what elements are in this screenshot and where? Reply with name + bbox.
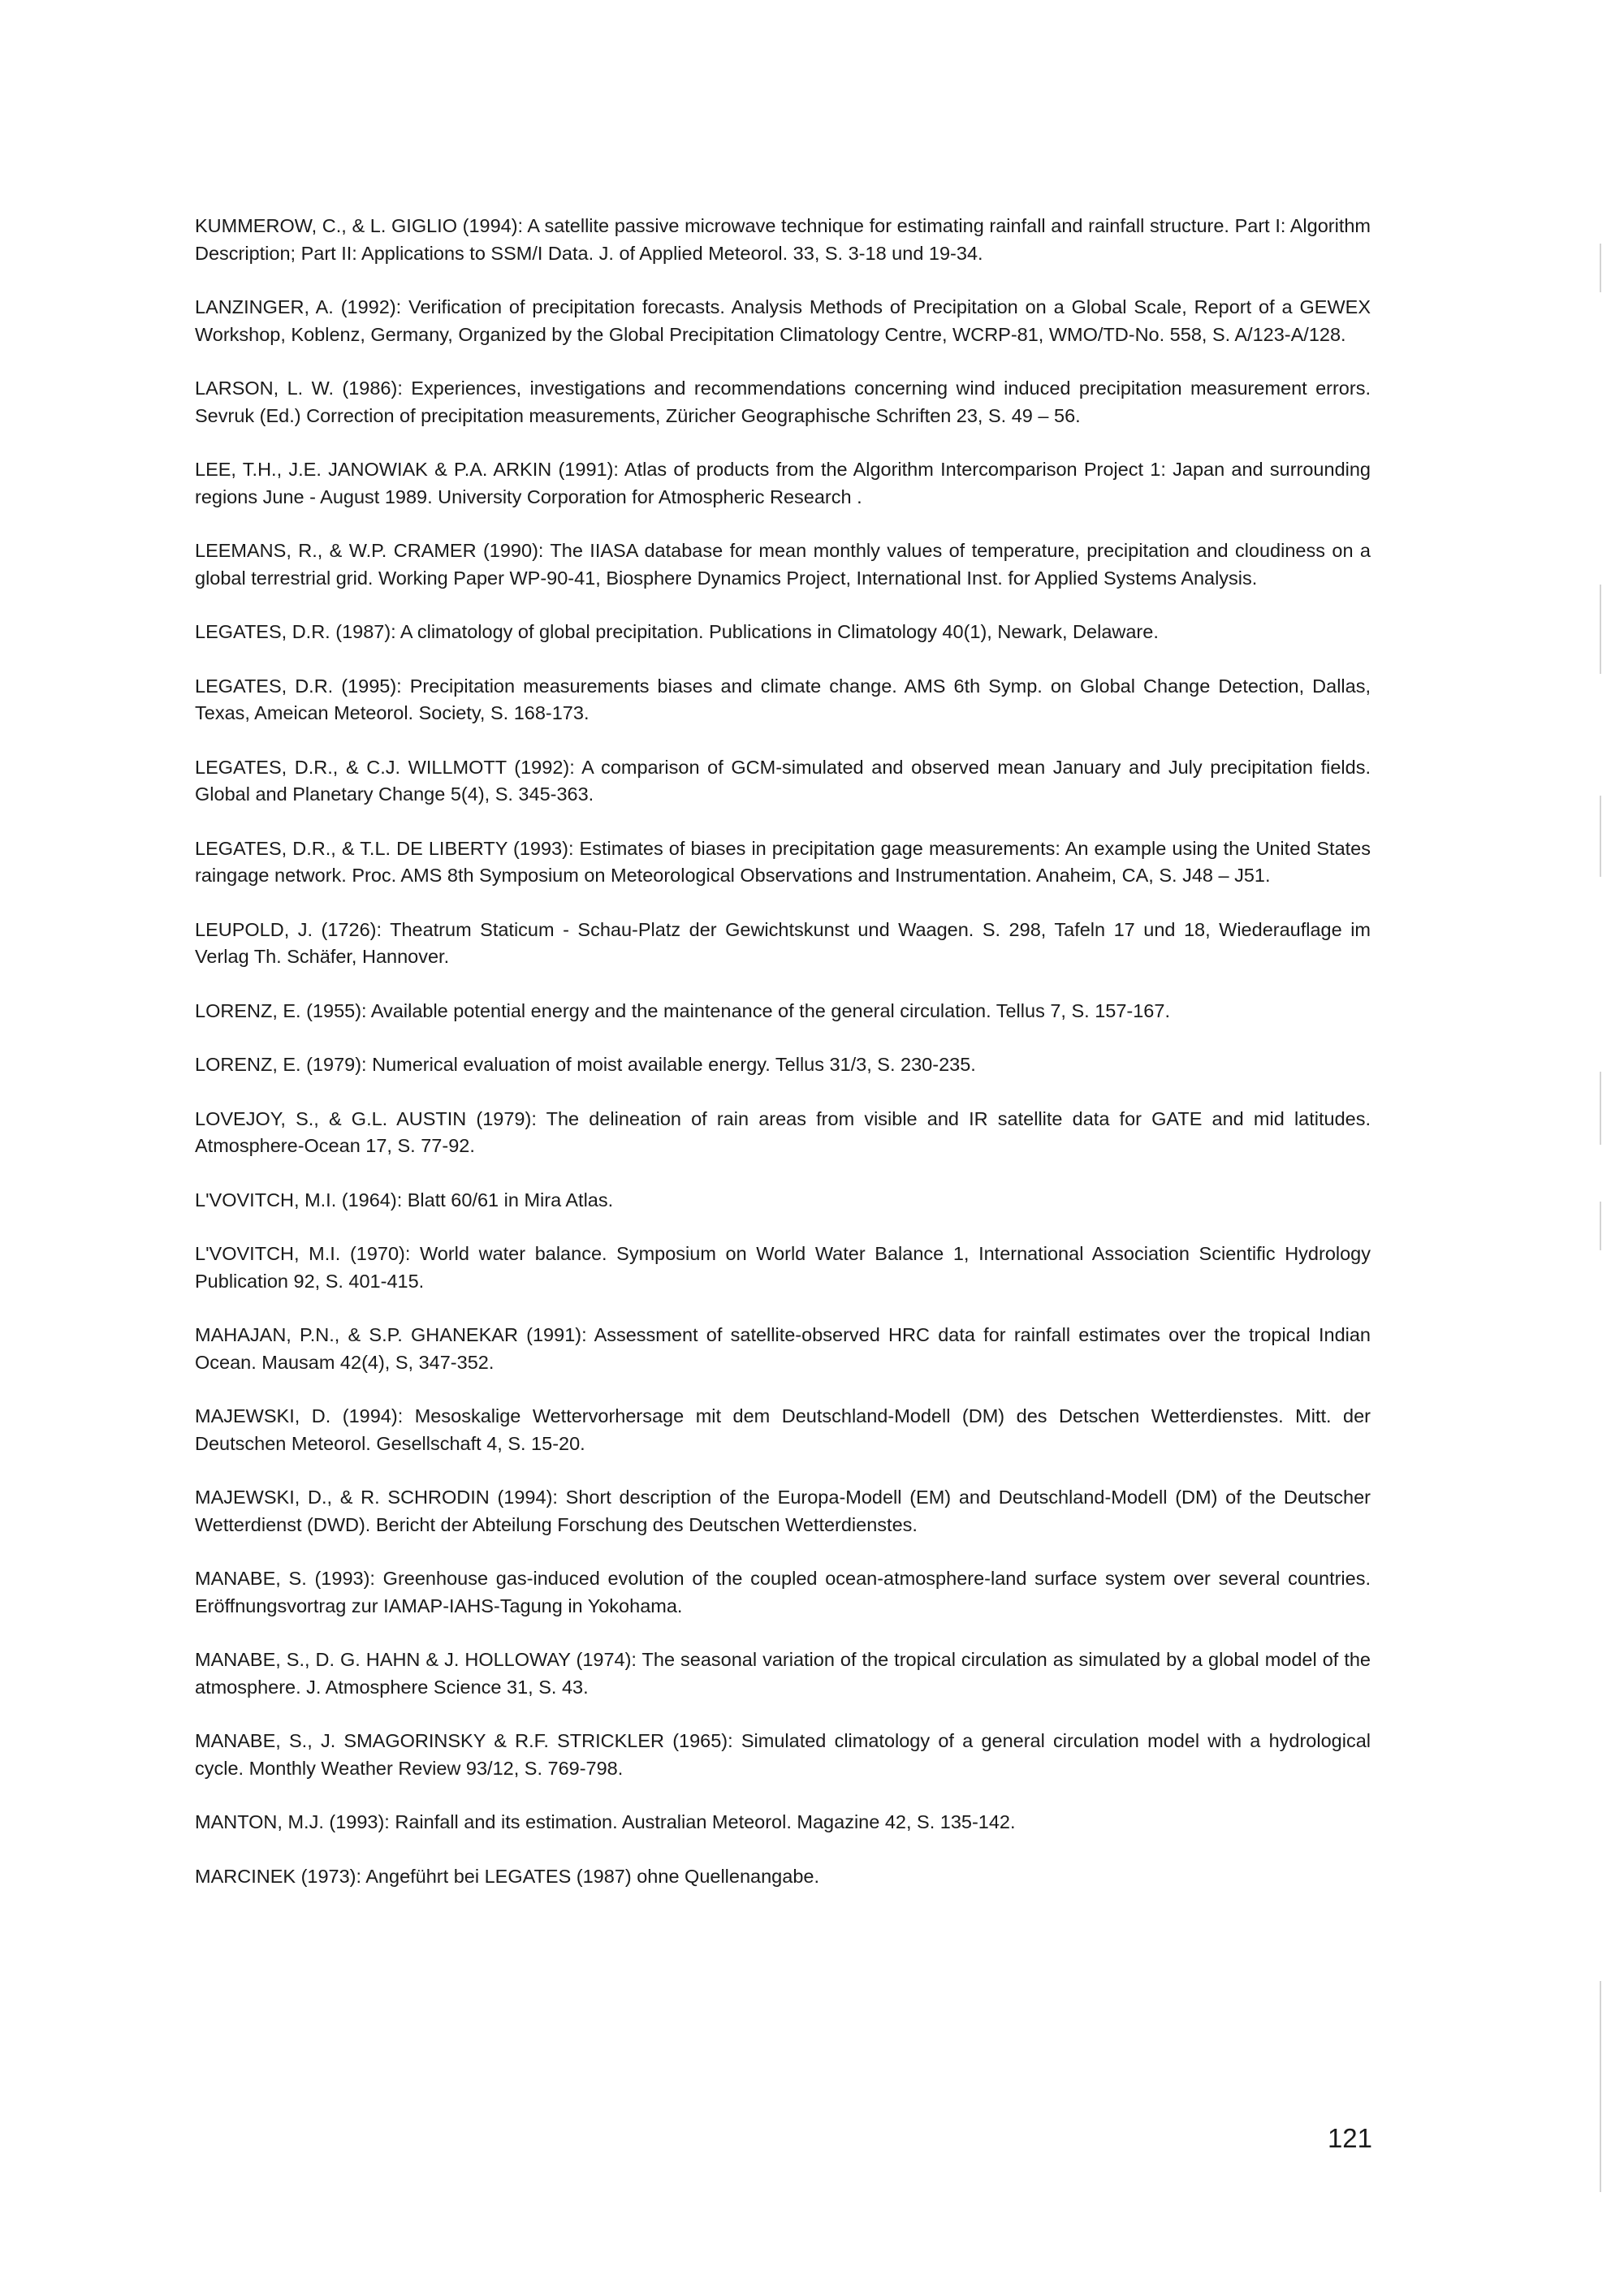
reference-entry: MARCINEK (1973): Angeführt bei LEGATES (1987) ohne Quellenangabe. <box>195 1865 819 1887</box>
reference-entry: KUMMEROW, C., & L. GIGLIO (1994): A satellite passive microwave technique for estimating rainfall and rainfall structure. Part I: Algorithm Description; Part II: Applications to SSM/I Data. J. of Applied Meteorol. 33, S. 3-18 und 19-34. <box>195 215 1371 264</box>
reference-entry: LOVEJOY, S., & G.L. AUSTIN (1979): The delineation of rain areas from visible and IR satellite data for GATE and mid latitudes. Atmosphere-Ocean 17, S. 77-92. <box>195 1107 1371 1156</box>
reference-entry: LEGATES, D.R. (1995): Precipitation measurements biases and climate change. AMS 6th Symp. on Global Change Detection, Dallas, Texas, Ameican Meteorol. Society, S. 168-173. <box>195 675 1371 723</box>
reference-entry: MAJEWSKI, D., & R. SCHRODIN (1994): Short description of the Europa-Modell (EM) and Deutschland-Modell (DM) of the Deutscher Wetterdienst (DWD). Bericht der Abteilung Forschung des Deutschen Wetterdienstes. <box>195 1487 1371 1535</box>
reference-entry: MANABE, S. (1993): Greenhouse gas-induced evolution of the coupled ocean-atmosphere-land surface system over several countries. Eröffnungsvortrag zur IAMAP-IAHS-Tagung in Yokohama. <box>195 1568 1371 1616</box>
reference-entry: LEGATES, D.R., & T.L. DE LIBERTY (1993): Estimates of biases in precipitation gage measurements: An example using the United States raingage network. Proc. AMS 8th Symposium on Meteorological Observations and Instrumentation. Anaheim, CA, S. J48 – J51. <box>195 837 1371 886</box>
scan-edge-mark <box>1600 244 1601 292</box>
page-number: 121 <box>1327 2123 1372 2153</box>
reference-entry: LORENZ, E. (1979): Numerical evaluation of moist available energy. Tellus 31/3, S. 230-235. <box>195 1054 976 1075</box>
scan-edge-mark <box>1600 1202 1601 1250</box>
reference-entry: MANTON, M.J. (1993): Rainfall and its estimation. Australian Meteorol. Magazine 42, S. 135-142. <box>195 1811 1016 1832</box>
reference-entry: LEGATES, D.R. (1987): A climatology of global precipitation. Publications in Climatology 40(1), Newark, Delaware. <box>195 621 1159 642</box>
reference-entry: MANABE, S., D. G. HAHN & J. HOLLOWAY (1974): The seasonal variation of the tropical circulation as simulated by a global model of the atmosphere. J. Atmosphere Science 31, S. 43. <box>195 1649 1371 1698</box>
reference-list <box>195 213 1371 1917</box>
scan-edge-mark <box>1600 585 1601 674</box>
reference-entry: LORENZ, E. (1955): Available potential energy and the maintenance of the general circulation. Tellus 7, S. 157-167. <box>195 999 1170 1021</box>
scan-edge-mark <box>1600 796 1601 877</box>
reference-entry: LEE, T.H., J.E. JANOWIAK & P.A. ARKIN (1991): Atlas of products from the Algorithm Intercomparison Project 1: Japan and surrounding regions June - August 1989. University Corporation for Atmospheric Research . <box>195 459 1371 507</box>
reference-entry: MAJEWSKI, D. (1994): Mesoskalige Wettervorhersage mit dem Deutschland-Modell (DM) des Detschen Wetterdienstes. Mitt. der Deutschen Meteorol. Gesellschaft 4, S. 15-20. <box>195 1405 1371 1454</box>
reference-entry: LEEMANS, R., & W.P. CRAMER (1990): The IIASA database for mean monthly values of temperature, precipitation and cloudiness on a global terrestrial grid. Working Paper WP-90-41, Biosphere Dynamics Project, International Inst. for Applied Systems Analysis. <box>195 540 1371 589</box>
reference-entry: LEUPOLD, J. (1726): Theatrum Staticum - Schau-Platz der Gewichtskunst und Waagen. S. 298, Tafeln 17 und 18, Wiederauflage im Verlag Th. Schäfer, Hannover. <box>195 918 1371 967</box>
reference-entry: LARSON, L. W. (1986): Experiences, investigations and recommendations concerning wind induced precipitation measurement errors. Sevruk (Ed.) Correction of precipitation measurements, Züricher Geographische Schriften 23, S. 49 – 56. <box>195 378 1371 426</box>
reference-entry: L'VOVITCH, M.I. (1964): Blatt 60/61 in Mira Atlas. <box>195 1189 614 1211</box>
reference-entry: L'VOVITCH, M.I. (1970): World water balance. Symposium on World Water Balance 1, International Association Scientific Hydrology Publication 92, S. 401-415. <box>195 1243 1371 1292</box>
scan-edge-mark <box>1600 1072 1601 1145</box>
reference-entry: LEGATES, D.R., & C.J. WILLMOTT (1992): A comparison of GCM-simulated and observed mean January and July precipitation fields. Global and Planetary Change 5(4), S. 345-363. <box>195 756 1371 805</box>
reference-entry: LANZINGER, A. (1992): Verification of precipitation forecasts. Analysis Methods of Precipitation on a Global Scale, Report of a GEWEX Workshop, Koblenz, Germany, Organized by the Global Precipitation Climatology Centre, WCRP-81, WMO/TD-No. 558, S. A/123-A/128. <box>195 296 1371 345</box>
reference-entry: MANABE, S., J. SMAGORINSKY & R.F. STRICKLER (1965): Simulated climatology of a general circulation model with a hydrological cycle. Monthly Weather Review 93/12, S. 769-798. <box>195 1730 1371 1779</box>
scan-edge-mark <box>1600 1981 1601 2192</box>
reference-entry: MAHAJAN, P.N., & S.P. GHANEKAR (1991): Assessment of satellite-observed HRC data for rainfall estimates over the tropical Indian Ocean. Mausam 42(4), S, 347-352. <box>195 1324 1371 1373</box>
